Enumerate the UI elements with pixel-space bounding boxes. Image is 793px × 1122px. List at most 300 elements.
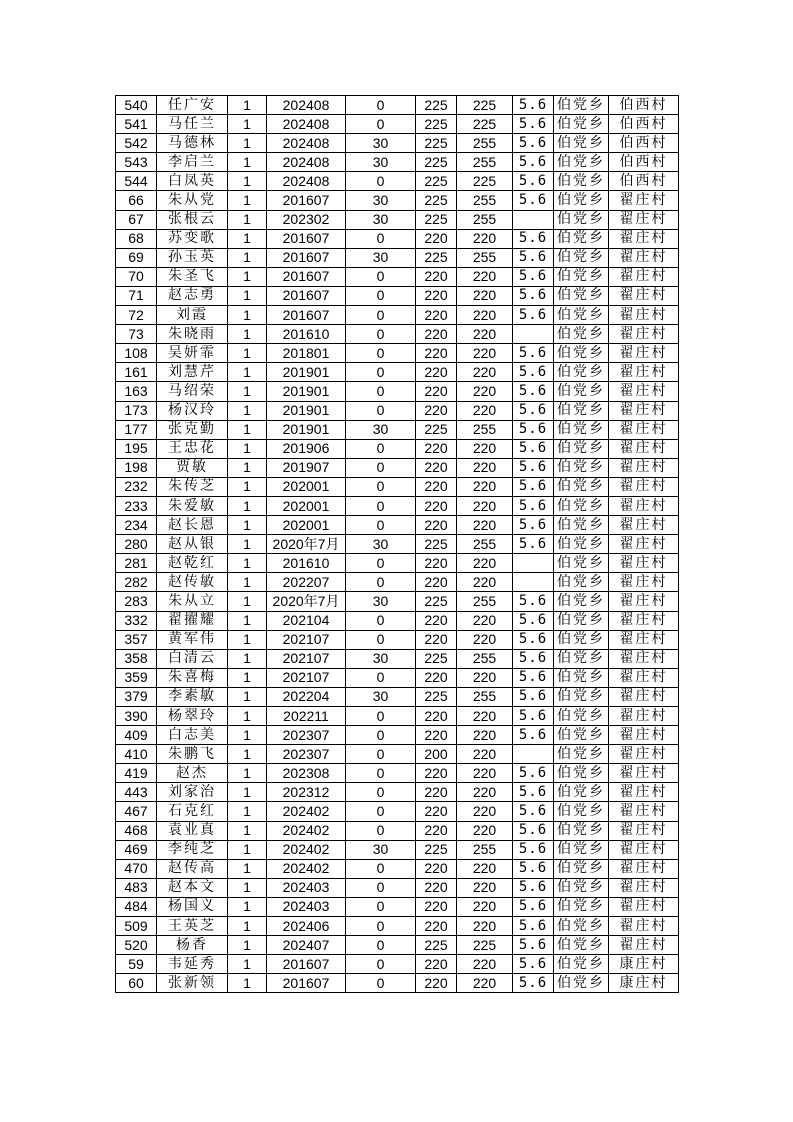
id-cell: 71 — [116, 286, 157, 305]
total-amount-cell: 220 — [457, 668, 513, 687]
total-amount-cell: 255 — [457, 535, 513, 554]
standard-cell: 5.6 — [513, 611, 554, 630]
id-cell: 69 — [116, 248, 157, 267]
name-cell: 王忠花 — [157, 439, 228, 458]
name-cell: 张根云 — [157, 210, 228, 229]
village-cell: 康庄村 — [609, 974, 679, 993]
name-cell: 刘霞 — [157, 306, 228, 325]
start-date-cell: 201607 — [267, 955, 346, 974]
town-cell: 伯党乡 — [554, 707, 609, 726]
table-row — [116, 267, 679, 286]
name-cell: 刘家治 — [157, 783, 228, 802]
total-amount-cell: 220 — [457, 764, 513, 783]
extra-amount-cell: 0 — [346, 96, 416, 115]
name-cell: 吴妍霏 — [157, 344, 228, 363]
village-cell: 翟庄村 — [609, 191, 679, 210]
total-amount-cell: 225 — [457, 115, 513, 134]
id-cell: 332 — [116, 611, 157, 630]
town-cell: 伯党乡 — [554, 96, 609, 115]
total-amount-cell: 255 — [457, 153, 513, 172]
table-row — [116, 936, 679, 955]
name-cell: 苏变歌 — [157, 229, 228, 248]
base-amount-cell: 220 — [416, 344, 457, 363]
count-cell: 1 — [228, 707, 267, 726]
extra-amount-cell: 0 — [346, 878, 416, 897]
extra-amount-cell: 0 — [346, 496, 416, 515]
total-amount-cell: 220 — [457, 286, 513, 305]
total-amount-cell: 220 — [457, 363, 513, 382]
table-row — [116, 745, 679, 764]
village-cell: 翟庄村 — [609, 344, 679, 363]
name-cell: 杨汉玲 — [157, 401, 228, 420]
base-amount-cell: 225 — [416, 210, 457, 229]
base-amount-cell: 220 — [416, 496, 457, 515]
count-cell: 1 — [228, 821, 267, 840]
base-amount-cell: 225 — [416, 191, 457, 210]
start-date-cell: 201607 — [267, 286, 346, 305]
start-date-cell: 202408 — [267, 96, 346, 115]
table-row — [116, 917, 679, 936]
village-cell: 翟庄村 — [609, 248, 679, 267]
id-cell: 232 — [116, 477, 157, 496]
standard-cell: 5.6 — [513, 344, 554, 363]
start-date-cell: 201607 — [267, 974, 346, 993]
total-amount-cell: 225 — [457, 172, 513, 191]
standard-cell: 5.6 — [513, 859, 554, 878]
village-cell: 翟庄村 — [609, 897, 679, 916]
standard-cell: 5.6 — [513, 248, 554, 267]
total-amount-cell: 220 — [457, 783, 513, 802]
extra-amount-cell: 0 — [346, 382, 416, 401]
count-cell: 1 — [228, 191, 267, 210]
extra-amount-cell: 0 — [346, 630, 416, 649]
start-date-cell: 202107 — [267, 649, 346, 668]
name-cell: 翟擢耀 — [157, 611, 228, 630]
town-cell: 伯党乡 — [554, 477, 609, 496]
extra-amount-cell: 0 — [346, 726, 416, 745]
extra-amount-cell: 0 — [346, 974, 416, 993]
start-date-cell: 202403 — [267, 897, 346, 916]
extra-amount-cell: 0 — [346, 401, 416, 420]
id-cell: 234 — [116, 516, 157, 535]
total-amount-cell: 220 — [457, 325, 513, 344]
village-cell: 翟庄村 — [609, 802, 679, 821]
extra-amount-cell: 0 — [346, 936, 416, 955]
total-amount-cell: 220 — [457, 477, 513, 496]
count-cell: 1 — [228, 401, 267, 420]
count-cell: 1 — [228, 726, 267, 745]
village-cell: 翟庄村 — [609, 936, 679, 955]
village-cell: 翟庄村 — [609, 592, 679, 611]
extra-amount-cell: 0 — [346, 917, 416, 936]
village-cell: 翟庄村 — [609, 821, 679, 840]
standard-cell — [513, 210, 554, 229]
standard-cell: 5.6 — [513, 401, 554, 420]
town-cell: 伯党乡 — [554, 325, 609, 344]
village-cell: 翟庄村 — [609, 630, 679, 649]
id-cell: 177 — [116, 420, 157, 439]
start-date-cell: 201607 — [267, 191, 346, 210]
id-cell: 468 — [116, 821, 157, 840]
name-cell: 马绍荣 — [157, 382, 228, 401]
id-cell: 195 — [116, 439, 157, 458]
town-cell: 伯党乡 — [554, 936, 609, 955]
table-row — [116, 535, 679, 554]
roster-body — [116, 96, 679, 993]
count-cell: 1 — [228, 535, 267, 554]
name-cell: 李纯芝 — [157, 840, 228, 859]
extra-amount-cell: 30 — [346, 687, 416, 706]
id-cell: 70 — [116, 267, 157, 286]
id-cell: 467 — [116, 802, 157, 821]
village-cell: 翟庄村 — [609, 439, 679, 458]
base-amount-cell: 220 — [416, 630, 457, 649]
table-row — [116, 420, 679, 439]
standard-cell: 5.6 — [513, 936, 554, 955]
name-cell: 赵从银 — [157, 535, 228, 554]
table-row — [116, 115, 679, 134]
base-amount-cell: 220 — [416, 859, 457, 878]
table-row — [116, 554, 679, 573]
id-cell: 379 — [116, 687, 157, 706]
name-cell: 赵乾红 — [157, 554, 228, 573]
village-cell: 翟庄村 — [609, 306, 679, 325]
base-amount-cell: 220 — [416, 802, 457, 821]
count-cell: 1 — [228, 172, 267, 191]
id-cell: 73 — [116, 325, 157, 344]
standard-cell: 5.6 — [513, 153, 554, 172]
standard-cell: 5.6 — [513, 878, 554, 897]
total-amount-cell: 255 — [457, 649, 513, 668]
town-cell: 伯党乡 — [554, 286, 609, 305]
standard-cell — [513, 573, 554, 592]
town-cell: 伯党乡 — [554, 611, 609, 630]
extra-amount-cell: 0 — [346, 477, 416, 496]
id-cell: 542 — [116, 134, 157, 153]
name-cell: 白凤英 — [157, 172, 228, 191]
table-row — [116, 878, 679, 897]
base-amount-cell: 220 — [416, 917, 457, 936]
base-amount-cell: 220 — [416, 458, 457, 477]
village-cell: 翟庄村 — [609, 210, 679, 229]
name-cell: 杨香 — [157, 936, 228, 955]
town-cell: 伯党乡 — [554, 248, 609, 267]
name-cell: 朱圣飞 — [157, 267, 228, 286]
name-cell: 赵杰 — [157, 764, 228, 783]
name-cell: 杨翠玲 — [157, 707, 228, 726]
count-cell: 1 — [228, 611, 267, 630]
id-cell: 358 — [116, 649, 157, 668]
name-cell: 朱爱敏 — [157, 496, 228, 515]
id-cell: 67 — [116, 210, 157, 229]
standard-cell: 5.6 — [513, 496, 554, 515]
id-cell: 443 — [116, 783, 157, 802]
total-amount-cell: 220 — [457, 229, 513, 248]
total-amount-cell: 255 — [457, 592, 513, 611]
town-cell: 伯党乡 — [554, 668, 609, 687]
id-cell: 161 — [116, 363, 157, 382]
base-amount-cell: 220 — [416, 783, 457, 802]
table-row — [116, 668, 679, 687]
id-cell: 543 — [116, 153, 157, 172]
name-cell: 孙玉英 — [157, 248, 228, 267]
extra-amount-cell: 0 — [346, 764, 416, 783]
extra-amount-cell: 0 — [346, 286, 416, 305]
table-row — [116, 955, 679, 974]
village-cell: 翟庄村 — [609, 878, 679, 897]
town-cell: 伯党乡 — [554, 859, 609, 878]
table-row — [116, 496, 679, 515]
table-row — [116, 96, 679, 115]
name-cell: 张新领 — [157, 974, 228, 993]
table-row — [116, 859, 679, 878]
total-amount-cell: 255 — [457, 210, 513, 229]
standard-cell: 5.6 — [513, 191, 554, 210]
village-cell: 翟庄村 — [609, 535, 679, 554]
standard-cell: 5.6 — [513, 592, 554, 611]
standard-cell: 5.6 — [513, 649, 554, 668]
village-cell: 翟庄村 — [609, 687, 679, 706]
table-row — [116, 726, 679, 745]
town-cell: 伯党乡 — [554, 172, 609, 191]
town-cell: 伯党乡 — [554, 210, 609, 229]
town-cell: 伯党乡 — [554, 153, 609, 172]
id-cell: 283 — [116, 592, 157, 611]
total-amount-cell: 220 — [457, 611, 513, 630]
count-cell: 1 — [228, 458, 267, 477]
start-date-cell: 202307 — [267, 745, 346, 764]
count-cell: 1 — [228, 306, 267, 325]
count-cell: 1 — [228, 687, 267, 706]
town-cell: 伯党乡 — [554, 516, 609, 535]
id-cell: 173 — [116, 401, 157, 420]
count-cell: 1 — [228, 516, 267, 535]
village-cell: 翟庄村 — [609, 286, 679, 305]
total-amount-cell: 220 — [457, 496, 513, 515]
village-cell: 翟庄村 — [609, 458, 679, 477]
count-cell: 1 — [228, 554, 267, 573]
base-amount-cell: 220 — [416, 878, 457, 897]
standard-cell: 5.6 — [513, 687, 554, 706]
town-cell: 伯党乡 — [554, 134, 609, 153]
base-amount-cell: 220 — [416, 573, 457, 592]
village-cell: 翟庄村 — [609, 707, 679, 726]
extra-amount-cell: 0 — [346, 783, 416, 802]
village-cell: 翟庄村 — [609, 554, 679, 573]
count-cell: 1 — [228, 878, 267, 897]
name-cell: 朱鹏飞 — [157, 745, 228, 764]
table-row — [116, 191, 679, 210]
town-cell: 伯党乡 — [554, 764, 609, 783]
name-cell: 朱晓雨 — [157, 325, 228, 344]
extra-amount-cell: 0 — [346, 554, 416, 573]
name-cell: 王英芝 — [157, 917, 228, 936]
village-cell: 翟庄村 — [609, 917, 679, 936]
town-cell: 伯党乡 — [554, 535, 609, 554]
start-date-cell: 201906 — [267, 439, 346, 458]
table-row — [116, 974, 679, 993]
extra-amount-cell: 0 — [346, 267, 416, 286]
start-date-cell: 201901 — [267, 401, 346, 420]
standard-cell: 5.6 — [513, 707, 554, 726]
standard-cell: 5.6 — [513, 439, 554, 458]
standard-cell — [513, 554, 554, 573]
town-cell: 伯党乡 — [554, 344, 609, 363]
table-row — [116, 783, 679, 802]
start-date-cell: 202408 — [267, 153, 346, 172]
count-cell: 1 — [228, 840, 267, 859]
id-cell: 233 — [116, 496, 157, 515]
town-cell: 伯党乡 — [554, 554, 609, 573]
village-cell: 伯西村 — [609, 96, 679, 115]
village-cell: 康庄村 — [609, 955, 679, 974]
base-amount-cell: 220 — [416, 726, 457, 745]
town-cell: 伯党乡 — [554, 458, 609, 477]
table-row — [116, 363, 679, 382]
base-amount-cell: 220 — [416, 382, 457, 401]
id-cell: 198 — [116, 458, 157, 477]
table-row — [116, 286, 679, 305]
start-date-cell: 202406 — [267, 917, 346, 936]
base-amount-cell: 220 — [416, 477, 457, 496]
standard-cell: 5.6 — [513, 802, 554, 821]
standard-cell: 5.6 — [513, 783, 554, 802]
total-amount-cell: 220 — [457, 726, 513, 745]
base-amount-cell: 225 — [416, 535, 457, 554]
extra-amount-cell: 0 — [346, 897, 416, 916]
start-date-cell: 2020年7月 — [267, 592, 346, 611]
id-cell: 544 — [116, 172, 157, 191]
id-cell: 59 — [116, 955, 157, 974]
village-cell: 翟庄村 — [609, 477, 679, 496]
standard-cell: 5.6 — [513, 363, 554, 382]
base-amount-cell: 225 — [416, 649, 457, 668]
start-date-cell: 201901 — [267, 382, 346, 401]
town-cell: 伯党乡 — [554, 496, 609, 515]
town-cell: 伯党乡 — [554, 573, 609, 592]
start-date-cell: 202107 — [267, 668, 346, 687]
id-cell: 68 — [116, 229, 157, 248]
id-cell: 509 — [116, 917, 157, 936]
base-amount-cell: 225 — [416, 687, 457, 706]
village-cell: 翟庄村 — [609, 496, 679, 515]
start-date-cell: 202408 — [267, 115, 346, 134]
count-cell: 1 — [228, 783, 267, 802]
town-cell: 伯党乡 — [554, 306, 609, 325]
standard-cell: 5.6 — [513, 668, 554, 687]
start-date-cell: 202402 — [267, 840, 346, 859]
town-cell: 伯党乡 — [554, 783, 609, 802]
table-row — [116, 897, 679, 916]
name-cell: 赵长恩 — [157, 516, 228, 535]
village-cell: 翟庄村 — [609, 745, 679, 764]
start-date-cell: 202403 — [267, 878, 346, 897]
standard-cell: 5.6 — [513, 382, 554, 401]
id-cell: 108 — [116, 344, 157, 363]
standard-cell: 5.6 — [513, 96, 554, 115]
count-cell: 1 — [228, 573, 267, 592]
name-cell: 韦延秀 — [157, 955, 228, 974]
id-cell: 66 — [116, 191, 157, 210]
count-cell: 1 — [228, 630, 267, 649]
base-amount-cell: 225 — [416, 96, 457, 115]
name-cell: 李素敏 — [157, 687, 228, 706]
extra-amount-cell: 0 — [346, 458, 416, 477]
base-amount-cell: 220 — [416, 955, 457, 974]
id-cell: 419 — [116, 764, 157, 783]
count-cell: 1 — [228, 936, 267, 955]
id-cell: 540 — [116, 96, 157, 115]
total-amount-cell: 220 — [457, 802, 513, 821]
base-amount-cell: 220 — [416, 267, 457, 286]
standard-cell: 5.6 — [513, 630, 554, 649]
village-cell: 翟庄村 — [609, 668, 679, 687]
village-cell: 翟庄村 — [609, 382, 679, 401]
id-cell: 484 — [116, 897, 157, 916]
base-amount-cell: 200 — [416, 745, 457, 764]
village-cell: 伯西村 — [609, 172, 679, 191]
start-date-cell: 201901 — [267, 363, 346, 382]
base-amount-cell: 220 — [416, 668, 457, 687]
extra-amount-cell: 0 — [346, 115, 416, 134]
town-cell: 伯党乡 — [554, 687, 609, 706]
name-cell: 袁业真 — [157, 821, 228, 840]
name-cell: 李启兰 — [157, 153, 228, 172]
town-cell: 伯党乡 — [554, 363, 609, 382]
town-cell: 伯党乡 — [554, 420, 609, 439]
id-cell: 163 — [116, 382, 157, 401]
table-row — [116, 592, 679, 611]
extra-amount-cell: 0 — [346, 344, 416, 363]
extra-amount-cell: 0 — [346, 363, 416, 382]
extra-amount-cell: 0 — [346, 955, 416, 974]
name-cell: 赵本文 — [157, 878, 228, 897]
count-cell: 1 — [228, 496, 267, 515]
base-amount-cell: 225 — [416, 936, 457, 955]
extra-amount-cell: 0 — [346, 707, 416, 726]
village-cell: 翟庄村 — [609, 420, 679, 439]
name-cell: 白志美 — [157, 726, 228, 745]
standard-cell — [513, 745, 554, 764]
standard-cell: 5.6 — [513, 458, 554, 477]
base-amount-cell: 220 — [416, 325, 457, 344]
base-amount-cell: 220 — [416, 821, 457, 840]
extra-amount-cell: 0 — [346, 172, 416, 191]
start-date-cell: 201607 — [267, 267, 346, 286]
standard-cell: 5.6 — [513, 229, 554, 248]
village-cell: 翟庄村 — [609, 726, 679, 745]
table-row — [116, 134, 679, 153]
name-cell: 任广安 — [157, 96, 228, 115]
total-amount-cell: 255 — [457, 420, 513, 439]
name-cell: 白清云 — [157, 649, 228, 668]
town-cell: 伯党乡 — [554, 592, 609, 611]
total-amount-cell: 220 — [457, 344, 513, 363]
total-amount-cell: 255 — [457, 840, 513, 859]
extra-amount-cell: 0 — [346, 802, 416, 821]
extra-amount-cell: 30 — [346, 153, 416, 172]
village-cell: 伯西村 — [609, 115, 679, 134]
base-amount-cell: 220 — [416, 439, 457, 458]
village-cell: 翟庄村 — [609, 840, 679, 859]
total-amount-cell: 220 — [457, 439, 513, 458]
start-date-cell: 202308 — [267, 764, 346, 783]
name-cell: 张克勤 — [157, 420, 228, 439]
standard-cell — [513, 325, 554, 344]
count-cell: 1 — [228, 363, 267, 382]
standard-cell: 5.6 — [513, 516, 554, 535]
start-date-cell: 2020年7月 — [267, 535, 346, 554]
